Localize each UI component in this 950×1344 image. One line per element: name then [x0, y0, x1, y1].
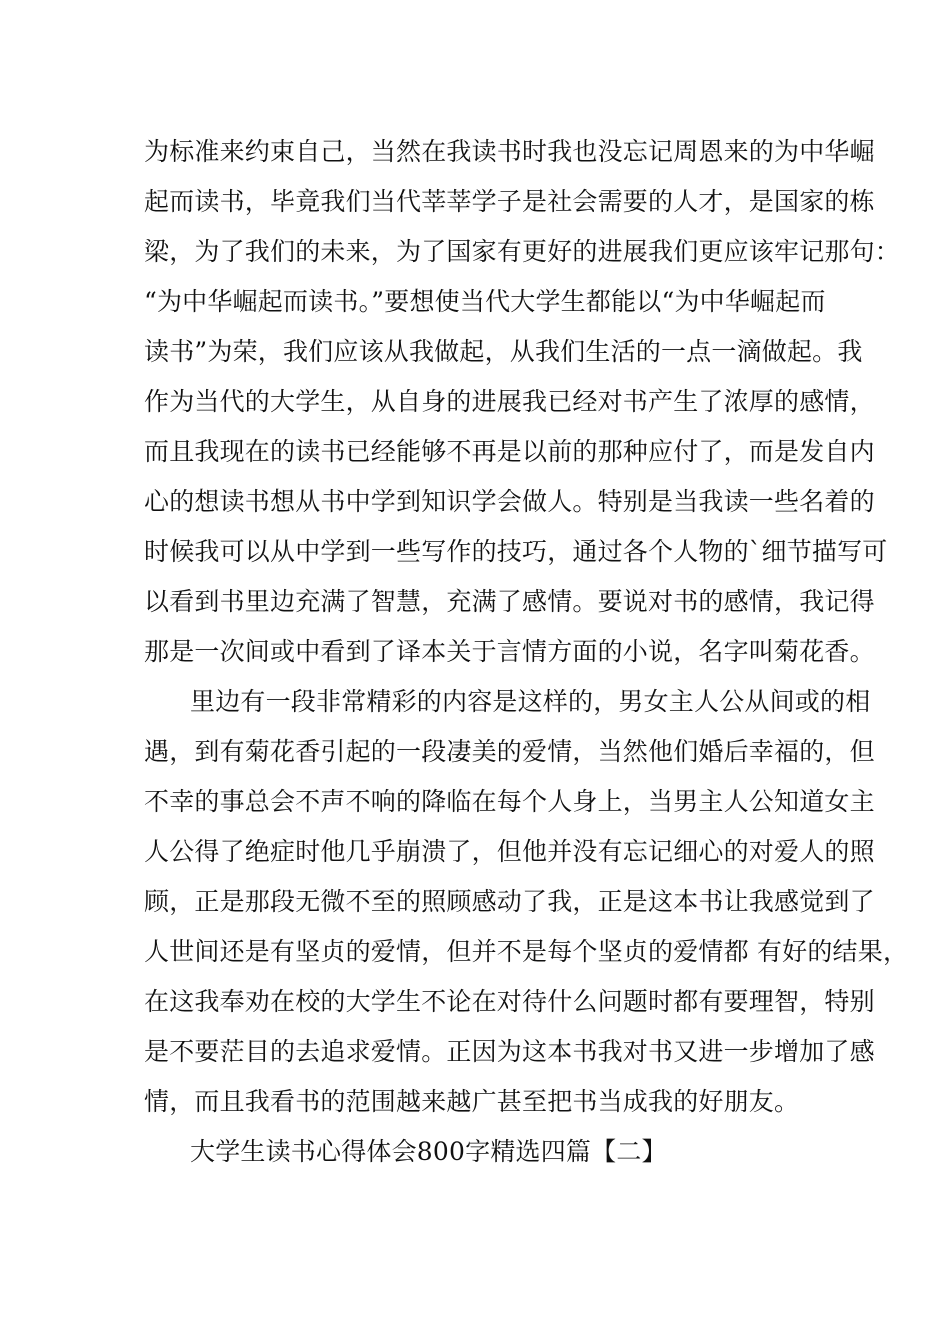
- text-line: 梁，为了我们的未来，为了国家有更好的进展我们更应该牢记那句：: [144, 237, 901, 266]
- text-line: 读书”为荣，我们应该从我做起，从我们生活的一点一滴做起。我: [144, 337, 863, 366]
- text-line: 情，而且我看书的范围越来越广甚至把书当成我的好朋友。: [144, 1087, 800, 1116]
- text-line: 心的想读书想从书中学到知识学会做人。特别是当我读一些名着的: [144, 487, 875, 516]
- text-line: 遇，到有菊花香引起的一段凄美的爱情，当然他们婚后幸福的，但: [144, 737, 875, 766]
- text-line: 顾，正是那段无微不至的照顾感动了我，正是这本书让我感觉到了: [144, 887, 875, 916]
- text-line: 不幸的事总会不声不响的降临在每个人身上，当男主人公知道女主: [144, 787, 875, 816]
- text-line: 而且我现在的读书已经能够不再是以前的那种应付了，而是发自内: [144, 437, 875, 466]
- text-line: 作为当代的大学生，从自身的进展我已经对书产生了浓厚的感情，: [144, 387, 875, 416]
- text-line: 里边有一段非常精彩的内容是这样的，男女主人公从间或的相: [190, 687, 871, 716]
- text-line: 以看到书里边充满了智慧，充满了感情。要说对书的感情，我记得: [144, 587, 875, 616]
- text-line: 人公得了绝症时他几乎崩溃了，但他并没有忘记细心的对爱人的照: [144, 837, 875, 866]
- text-line: 是不要茫目的去追求爱情。正因为这本书我对书又进一步增加了感: [144, 1037, 875, 1066]
- text-line: 起而读书，毕竟我们当代莘莘学子是社会需要的人才，是国家的栋: [144, 187, 875, 216]
- section-heading: 大学生读书心得体会800字精选四篇【二】: [190, 1137, 667, 1166]
- text-line: 时候我可以从中学到一些写作的技巧，通过各个人物的`细节描写可: [144, 537, 888, 566]
- text-line: 人世间还是有坚贞的爱情，但并不是每个坚贞的爱情都 有好的结果，: [144, 937, 909, 966]
- text-line: 那是一次间或中看到了译本关于言情方面的小说，名字叫菊花香。: [144, 637, 875, 666]
- text-line: 在这我奉劝在校的大学生不论在对待什么问题时都有要理智，特别: [144, 987, 875, 1016]
- text-line: 为标准来约束自己，当然在我读书时我也没忘记周恩来的为中华崛: [144, 137, 875, 166]
- text-line: “为中华崛起而读书。”要想使当代大学生都能以“为中华崛起而: [144, 287, 826, 316]
